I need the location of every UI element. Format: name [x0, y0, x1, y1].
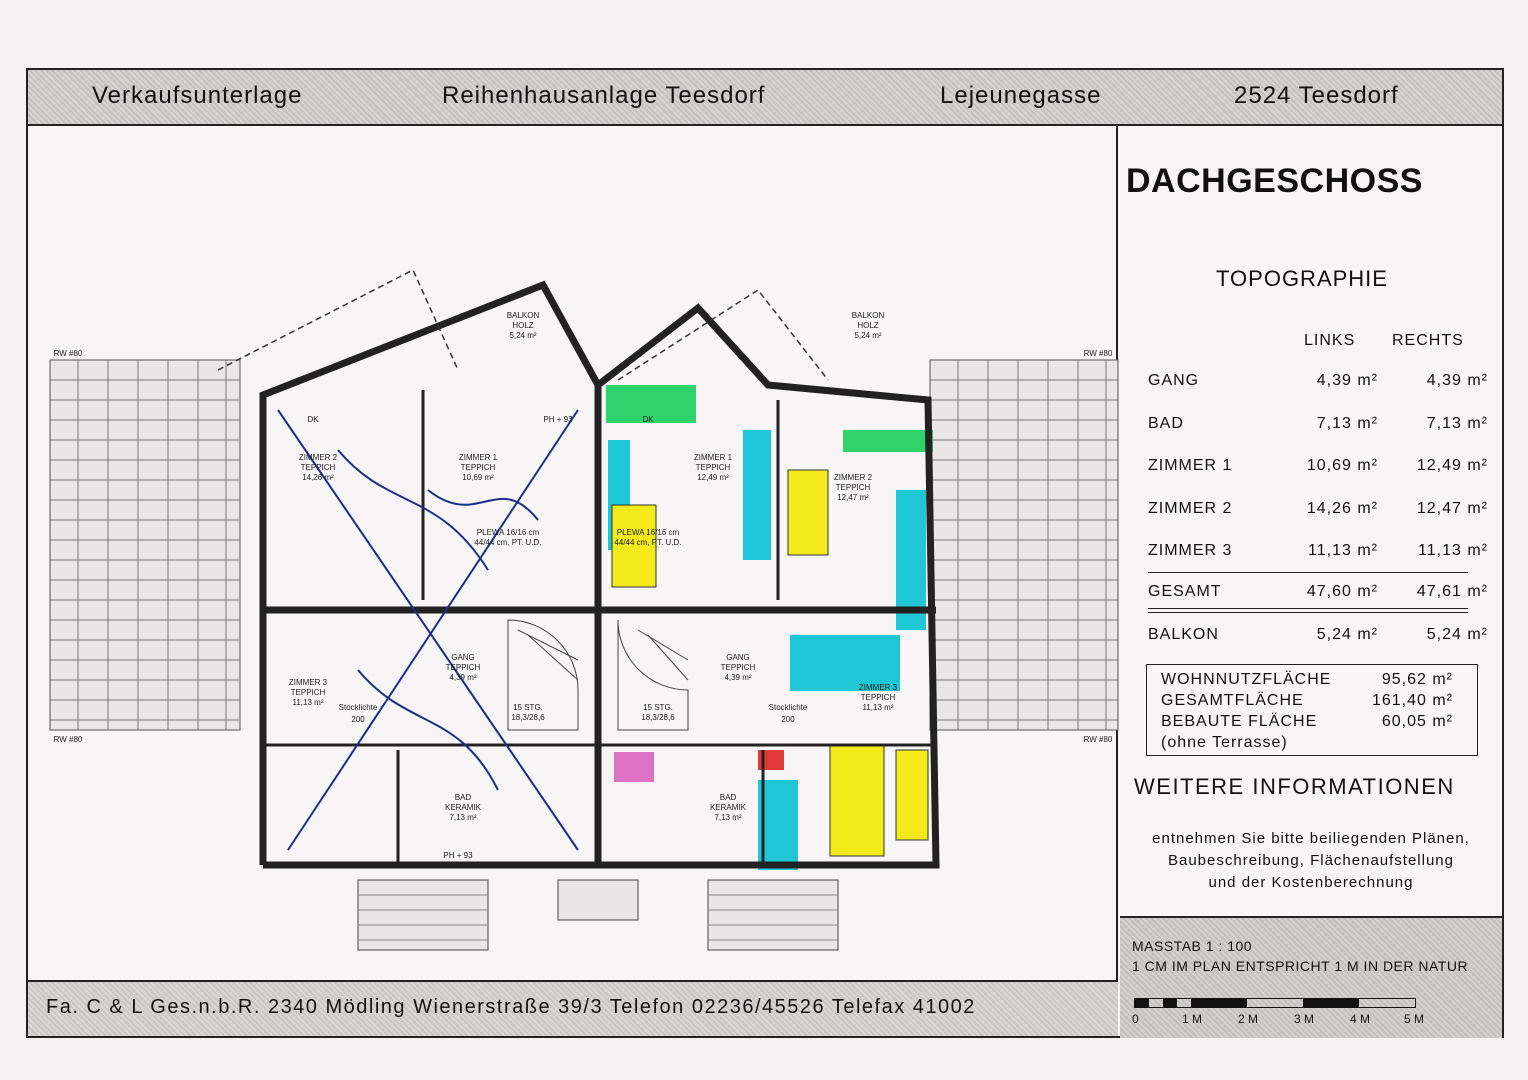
header-project: Reihenhausanlage Teesdorf	[442, 82, 766, 109]
area-row-zimmer2	[1148, 500, 1488, 526]
rule-below-total-double	[1148, 612, 1468, 613]
area-links: 5,24 m²	[1316, 626, 1378, 643]
summary-value: 95,62 m²	[1381, 671, 1453, 688]
header-street: Lejeunegasse	[940, 82, 1102, 109]
color-highlights	[606, 385, 933, 870]
header-doc-type: Verkaufsunterlage	[92, 82, 303, 109]
room-gang-left-name: GANG	[451, 653, 475, 662]
room-z2-left-floor: TEPPICH	[300, 463, 336, 472]
drawing-frame	[26, 68, 1504, 1038]
label-dk-right: DK	[642, 415, 654, 424]
area-rechts: 5,24 m²	[1426, 626, 1488, 643]
label-ph-top: PH + 93	[543, 415, 573, 424]
summary-box	[1146, 664, 1478, 756]
header-town: 2524 Teesdorf	[1234, 82, 1399, 109]
balkon-right-l2: HOLZ	[857, 321, 879, 330]
subtitle-topographie: TOPOGRAPHIE	[1216, 266, 1388, 291]
area-label: BAD	[1148, 415, 1184, 432]
room-bad-right-area: 7,13 m²	[714, 813, 742, 822]
room-gang-left-floor: TEPPICH	[445, 663, 481, 672]
plewa-right-l1: PLEWA 16/16 cm	[616, 528, 680, 537]
label-rw-3: RW #80	[53, 735, 83, 744]
room-bad-left-area: 7,13 m²	[449, 813, 477, 822]
area-row-zimmer1	[1148, 457, 1488, 483]
room-z3-right-area: 11,13 m²	[862, 703, 894, 712]
roof-hatch-left	[50, 360, 240, 730]
label-rw-2: RW #80	[1083, 349, 1113, 358]
scale-tick: 2 M	[1238, 1012, 1259, 1026]
label-stocklichte-left: Stocklichte	[338, 703, 378, 712]
room-z1-right-area: 12,49 m²	[697, 473, 729, 482]
room-gang-right-floor: TEPPICH	[720, 663, 756, 672]
more-info-line: Baubeschreibung, Flächenaufstellung	[1167, 852, 1454, 869]
balkon-right-l3: 5,24 m²	[854, 331, 882, 340]
scale-tick: 4 M	[1350, 1012, 1371, 1026]
scale-title: MASSTAB 1 : 100	[1132, 938, 1253, 954]
area-rechts: 11,13 m²	[1418, 542, 1488, 559]
label-dk-left: DK	[307, 415, 319, 424]
area-rechts: 4,39 m²	[1426, 372, 1488, 389]
room-z1-left-name: ZIMMER 1	[458, 453, 498, 462]
plewa-right-l2: 44/44 cm, PT. U.D.	[614, 538, 682, 547]
scale-box	[1120, 916, 1502, 1038]
stair-left-l2: 18,3/28,6	[511, 713, 545, 722]
room-z2-right-floor: TEPPICH	[835, 483, 871, 492]
balkon-right-l1: BALKON	[851, 311, 885, 320]
label-rw-4: RW #80	[1083, 735, 1113, 744]
footer-band	[28, 980, 1118, 1036]
area-links: 4,39 m²	[1316, 372, 1378, 389]
summary-value: 161,40 m²	[1371, 692, 1453, 709]
header-band	[28, 70, 1502, 126]
summary-note: (ohne Terrasse)	[1161, 734, 1288, 751]
area-row-gesamt	[1148, 583, 1488, 609]
label-200-left: 200	[351, 715, 365, 724]
area-label: ZIMMER 2	[1148, 500, 1233, 517]
label-ph-bottom: PH + 93	[443, 851, 473, 860]
stair-right-l2: 18,3/28,6	[641, 713, 675, 722]
room-z3-right-floor: TEPPICH	[860, 693, 896, 702]
floor-plan	[53, 190, 1113, 970]
area-rechts: 12,47 m²	[1416, 500, 1488, 517]
scale-note: 1 CM IM PLAN ENTSPRICHT 1 M IN DER NATUR	[1132, 958, 1469, 974]
area-links: 14,26 m²	[1306, 500, 1378, 517]
rule-below-total	[1148, 608, 1468, 609]
label-stocklichte-right: Stocklichte	[768, 703, 808, 712]
stair-right-l1: 15 STG.	[643, 703, 673, 712]
room-z1-left-area: 10,69 m²	[462, 473, 494, 482]
label-rw-1: RW #80	[53, 349, 83, 358]
balkon-left-l2: HOLZ	[512, 321, 534, 330]
room-z1-left-floor: TEPPICH	[460, 463, 496, 472]
sheet-title: DACHGESCHOSS	[1126, 162, 1423, 200]
more-info-line: und der Kostenberechnung	[1208, 874, 1414, 891]
stair-left-l1: 15 STG.	[513, 703, 543, 712]
area-links: 10,69 m²	[1306, 457, 1378, 474]
col-header-rechts: RECHTS	[1392, 332, 1464, 349]
room-z3-right-name: ZIMMER 3	[858, 683, 898, 692]
summary-label: WOHNNUTZFLÄCHE	[1161, 671, 1332, 688]
area-rechts: 7,13 m²	[1426, 415, 1488, 432]
area-rechts: 12,49 m²	[1416, 457, 1488, 474]
area-links: 7,13 m²	[1316, 415, 1378, 432]
roof-hatch-right	[930, 360, 1118, 730]
room-z1-right-floor: TEPPICH	[695, 463, 731, 472]
more-info-title: WEITERE INFORMATIONEN	[1134, 774, 1455, 799]
area-label: GANG	[1148, 372, 1200, 389]
area-row-balkon	[1148, 626, 1488, 652]
room-bad-right-name: BAD	[719, 793, 737, 802]
area-links: 11,13 m²	[1308, 542, 1378, 559]
stoop-hatch	[358, 880, 838, 950]
summary-value: 60,05 m²	[1381, 713, 1453, 730]
sidebar	[1118, 124, 1504, 1038]
area-label: GESAMT	[1148, 583, 1222, 600]
area-row-gang	[1148, 372, 1488, 398]
room-gang-right-name: GANG	[726, 653, 750, 662]
room-bad-left-floor: KERAMIK	[444, 803, 482, 812]
summary-label: GESAMTFLÄCHE	[1161, 692, 1304, 709]
room-z3-left-area: 11,13 m²	[292, 698, 324, 707]
area-label: BALKON	[1148, 626, 1219, 643]
room-gang-right-area: 4,39 m²	[724, 673, 752, 682]
scale-tick: 0	[1132, 1012, 1139, 1026]
room-z1-right-name: ZIMMER 1	[693, 453, 733, 462]
room-z2-right-name: ZIMMER 2	[833, 473, 873, 482]
more-info-line: entnehmen Sie bitte beiliegenden Plänen,	[1152, 830, 1470, 847]
room-z2-right-area: 12,47 m²	[837, 493, 869, 502]
balkon-left-l3: 5,24 m²	[509, 331, 537, 340]
summary-label: BEBAUTE FLÄCHE	[1161, 713, 1318, 730]
room-z3-left-floor: TEPPICH	[290, 688, 326, 697]
area-label: ZIMMER 3	[1148, 542, 1233, 559]
room-bad-left-name: BAD	[454, 793, 472, 802]
room-bad-right-floor: KERAMIK	[709, 803, 747, 812]
scale-tick: 1 M	[1182, 1012, 1203, 1026]
area-label: ZIMMER 1	[1148, 457, 1233, 474]
plewa-left-l1: PLEWA 16/16 cm	[476, 528, 540, 537]
scale-tick: 3 M	[1294, 1012, 1315, 1026]
col-header-links: LINKS	[1304, 332, 1356, 349]
room-z2-left-name: ZIMMER 2	[298, 453, 338, 462]
scale-bar	[1134, 998, 1416, 1008]
room-gang-left-area: 4,39 m²	[449, 673, 477, 682]
balkon-left-l1: BALKON	[506, 311, 540, 320]
area-row-bad	[1148, 415, 1488, 441]
area-rechts: 47,61 m²	[1416, 583, 1488, 600]
room-z2-left-area: 14,26 m²	[302, 473, 334, 482]
area-row-zimmer3	[1148, 542, 1488, 568]
scale-tick: 5 M	[1404, 1012, 1425, 1026]
rule-above-total	[1148, 572, 1468, 573]
area-links: 47,60 m²	[1306, 583, 1378, 600]
label-200-right: 200	[781, 715, 795, 724]
plewa-left-l2: 44/44 cm, PT. U.D.	[474, 538, 542, 547]
footer-company: Fa. C & L Ges.n.b.R. 2340 Mödling Wienerstraße 39/3 Telefon 02236/45526 Telefax 41002	[46, 996, 976, 1018]
room-z3-left-name: ZIMMER 3	[288, 678, 328, 687]
